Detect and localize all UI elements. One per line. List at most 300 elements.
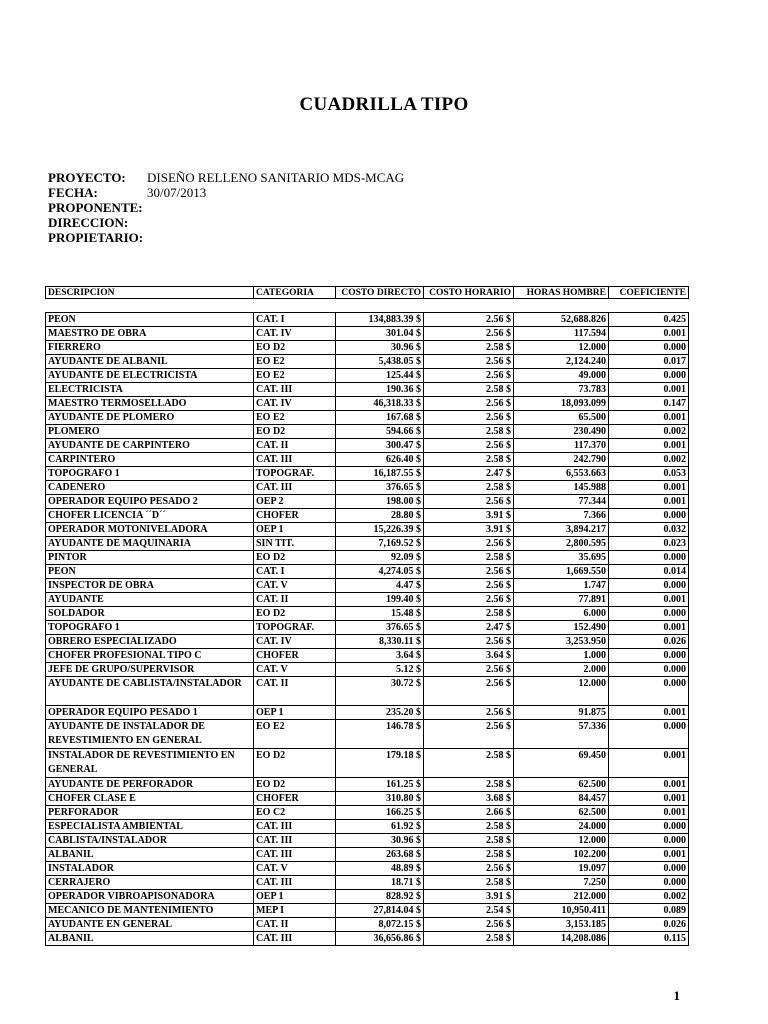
cell-descripcion: JEFE DE GRUPO/SUPERVISOR (46, 663, 254, 677)
cell-descripcion: MAESTRO TERMOSELLADO (46, 397, 254, 411)
table-row (46, 720, 689, 749)
cell-horas-hombre: 69.450 (514, 749, 609, 778)
meta-value: 30/07/2013 (147, 185, 207, 200)
table-row (46, 876, 689, 890)
cell-coeficiente: 0.001 (609, 383, 689, 397)
cell-descripcion: ESPECIALISTA AMBIENTAL (46, 820, 254, 834)
cell-descripcion: SOLDADOR (46, 607, 254, 621)
table-row (46, 341, 689, 355)
cell-horas-hombre: 230.490 (514, 425, 609, 439)
cell-costo-directo: 92.09 $ (336, 551, 424, 565)
cell-descripcion: AYUDANTE DE PERFORADOR (46, 778, 254, 792)
cell-coeficiente: 0.001 (609, 778, 689, 792)
table-row (46, 820, 689, 834)
cell-descripcion: INSPECTOR DE OBRA (46, 579, 254, 593)
cell-categoria: CAT. I (254, 313, 336, 327)
cell-categoria: CAT. III (254, 383, 336, 397)
cell-horas-hombre: 212.000 (514, 890, 609, 904)
cell-descripcion: CHOFER PROFESIONAL TIPO C (46, 649, 254, 663)
cell-categoria: CHOFER (254, 649, 336, 663)
cell-costo-directo: 46,318.33 $ (336, 397, 424, 411)
cell-costo-directo: 310.80 $ (336, 792, 424, 806)
table-row (46, 551, 689, 565)
cell-descripcion: AYUDANTE DE CARPINTERO (46, 439, 254, 453)
table-row (46, 481, 689, 495)
cell-categoria: CAT. IV (254, 635, 336, 649)
cell-descripcion: TOPOGRAFO 1 (46, 621, 254, 635)
table-row (46, 862, 689, 876)
cell-costo-directo: 235.20 $ (336, 706, 424, 720)
header-costo-directo: COSTO DIRECTO (336, 287, 424, 299)
cell-horas-hombre: 102.200 (514, 848, 609, 862)
cell-descripcion: MECANICO DE MANTENIMIENTO (46, 904, 254, 918)
cell-horas-hombre: 145.988 (514, 481, 609, 495)
cell-coeficiente: 0.000 (609, 820, 689, 834)
cell-coeficiente: 0.014 (609, 565, 689, 579)
cell-costo-horario: 2.56 $ (424, 397, 514, 411)
cell-costo-horario: 2.58 $ (424, 341, 514, 355)
cell-categoria: CAT. III (254, 834, 336, 848)
meta-label: PROPIETARIO: (48, 230, 144, 245)
table-row (46, 663, 689, 677)
cell-costo-horario: 3.91 $ (424, 509, 514, 523)
cell-coeficiente: 0.000 (609, 649, 689, 663)
cell-costo-directo: 167.68 $ (336, 411, 424, 425)
cell-coeficiente: 0.032 (609, 523, 689, 537)
cell-categoria: SIN TIT. (254, 537, 336, 551)
cell-coeficiente: 0.023 (609, 537, 689, 551)
cell-horas-hombre: 3,153.185 (514, 918, 609, 932)
cell-descripcion: OBRERO ESPECIALIZADO (46, 635, 254, 649)
cell-categoria: EO E2 (254, 355, 336, 369)
cell-costo-horario: 2.58 $ (424, 848, 514, 862)
cell-costo-horario: 2.58 $ (424, 383, 514, 397)
table-row (46, 355, 689, 369)
cell-coeficiente: 0.001 (609, 495, 689, 509)
cell-categoria: CAT. III (254, 876, 336, 890)
cell-coeficiente: 0.000 (609, 551, 689, 565)
cell-categoria: CAT. IV (254, 397, 336, 411)
cell-horas-hombre: 12.000 (514, 677, 609, 706)
cell-costo-directo: 3.64 $ (336, 649, 424, 663)
cell-costo-directo: 161.25 $ (336, 778, 424, 792)
table-row (46, 607, 689, 621)
project-info (48, 170, 404, 245)
header-horas-hombre: HORAS HOMBRE (514, 287, 609, 299)
cell-costo-horario: 2.47 $ (424, 621, 514, 635)
cell-coeficiente: 0.001 (609, 621, 689, 635)
cell-coeficiente: 0.089 (609, 904, 689, 918)
table-row (46, 778, 689, 792)
cell-costo-horario: 2.58 $ (424, 778, 514, 792)
meta-row (48, 170, 404, 185)
table-row (46, 621, 689, 635)
cell-coeficiente: 0.002 (609, 425, 689, 439)
cell-costo-horario: 2.56 $ (424, 495, 514, 509)
cell-horas-hombre: 2,124.240 (514, 355, 609, 369)
table-row (46, 467, 689, 481)
cell-categoria: OEP 2 (254, 495, 336, 509)
cell-horas-hombre: 7.366 (514, 509, 609, 523)
cell-costo-horario: 2.56 $ (424, 327, 514, 341)
cell-coeficiente: 0.001 (609, 439, 689, 453)
cell-costo-horario: 2.56 $ (424, 313, 514, 327)
cell-costo-horario: 2.56 $ (424, 720, 514, 749)
table-row (46, 565, 689, 579)
cell-horas-hombre: 10,950.411 (514, 904, 609, 918)
cell-categoria: EO D2 (254, 607, 336, 621)
cell-categoria: CHOFER (254, 509, 336, 523)
table-row (46, 579, 689, 593)
cell-categoria: EO C2 (254, 806, 336, 820)
cell-descripcion: PEON (46, 565, 254, 579)
cell-costo-directo: 190.36 $ (336, 383, 424, 397)
cell-descripcion: AYUDANTE DE CABLISTA/INSTALADOR (46, 677, 254, 706)
cell-costo-horario: 3.64 $ (424, 649, 514, 663)
cell-categoria: CAT. II (254, 593, 336, 607)
cell-horas-hombre: 77.344 (514, 495, 609, 509)
cell-costo-directo: 8,330.11 $ (336, 635, 424, 649)
cell-costo-horario: 2.58 $ (424, 453, 514, 467)
cell-horas-hombre: 1.747 (514, 579, 609, 593)
cell-descripcion: PERFORADOR (46, 806, 254, 820)
cell-coeficiente: 0.000 (609, 663, 689, 677)
cell-costo-horario: 2.56 $ (424, 579, 514, 593)
cell-coeficiente: 0.001 (609, 411, 689, 425)
cell-horas-hombre: 62.500 (514, 778, 609, 792)
cell-costo-directo: 4,274.05 $ (336, 565, 424, 579)
cell-costo-horario: 2.56 $ (424, 439, 514, 453)
cell-descripcion: CABLISTA/INSTALADOR (46, 834, 254, 848)
cell-horas-hombre: 152.490 (514, 621, 609, 635)
cell-costo-horario: 2.58 $ (424, 481, 514, 495)
cell-coeficiente: 0.001 (609, 327, 689, 341)
meta-label: FECHA: (48, 185, 98, 200)
cell-descripcion: MAESTRO DE OBRA (46, 327, 254, 341)
meta-row (48, 185, 404, 200)
cell-horas-hombre: 19.097 (514, 862, 609, 876)
table-row (46, 792, 689, 806)
cell-descripcion: PLOMERO (46, 425, 254, 439)
cell-descripcion: FIERRERO (46, 341, 254, 355)
cell-descripcion: CERRAJERO (46, 876, 254, 890)
meta-value: DISEÑO RELLENO SANITARIO MDS-MCAG (147, 170, 405, 185)
cell-categoria: CAT. I (254, 565, 336, 579)
cell-categoria: CHOFER (254, 792, 336, 806)
cell-descripcion: AYUDANTE DE ELECTRICISTA (46, 369, 254, 383)
header-costo-horario: COSTO HORARIO (424, 287, 514, 299)
table-row (46, 425, 689, 439)
cell-coeficiente: 0.000 (609, 341, 689, 355)
cell-costo-horario: 2.58 $ (424, 551, 514, 565)
table-row (46, 834, 689, 848)
cell-costo-horario: 2.56 $ (424, 593, 514, 607)
cell-categoria: OEP 1 (254, 890, 336, 904)
table-header (45, 286, 689, 299)
cell-descripcion: AYUDANTE DE INSTALADOR DE REVESTIMIENTO EN GENERAL (46, 720, 254, 749)
cell-costo-directo: 125.44 $ (336, 369, 424, 383)
cell-horas-hombre: 57.336 (514, 720, 609, 749)
cell-coeficiente: 0.053 (609, 467, 689, 481)
cell-horas-hombre: 77.891 (514, 593, 609, 607)
header-descripcion: DESCRIPCION (46, 287, 254, 299)
table-row (46, 327, 689, 341)
cell-costo-directo: 828.92 $ (336, 890, 424, 904)
cell-horas-hombre: 1,669.550 (514, 565, 609, 579)
table-row (46, 453, 689, 467)
cell-descripcion: INSTALADOR DE REVESTIMIENTO EN GENERAL (46, 749, 254, 778)
table-row (46, 369, 689, 383)
cell-categoria: OEP 1 (254, 706, 336, 720)
table-row (46, 904, 689, 918)
cell-costo-horario: 2.56 $ (424, 677, 514, 706)
cell-costo-directo: 300.47 $ (336, 439, 424, 453)
cell-coeficiente: 0.001 (609, 806, 689, 820)
cell-categoria: CAT. III (254, 453, 336, 467)
table-row (46, 749, 689, 778)
cell-coeficiente: 0.000 (609, 834, 689, 848)
cell-costo-directo: 146.78 $ (336, 720, 424, 749)
cell-coeficiente: 0.000 (609, 369, 689, 383)
table-row (46, 593, 689, 607)
cell-costo-directo: 166.25 $ (336, 806, 424, 820)
cell-descripcion: ALBANIL (46, 848, 254, 862)
cell-costo-directo: 4.47 $ (336, 579, 424, 593)
cell-costo-horario: 2.58 $ (424, 834, 514, 848)
cell-costo-directo: 5,438.05 $ (336, 355, 424, 369)
cell-coeficiente: 0.001 (609, 593, 689, 607)
cell-categoria: EO E2 (254, 369, 336, 383)
meta-row (48, 230, 404, 245)
cell-categoria: CAT. III (254, 820, 336, 834)
meta-row (48, 215, 404, 230)
cell-categoria: CAT. III (254, 481, 336, 495)
cell-descripcion: AYUDANTE DE PLOMERO (46, 411, 254, 425)
cell-categoria: TOPOGRAF. (254, 467, 336, 481)
cell-horas-hombre: 62.500 (514, 806, 609, 820)
cell-costo-directo: 134,883.39 $ (336, 313, 424, 327)
cell-coeficiente: 0.000 (609, 876, 689, 890)
cell-categoria: EO E2 (254, 411, 336, 425)
cell-costo-directo: 199.40 $ (336, 593, 424, 607)
cell-horas-hombre: 35.695 (514, 551, 609, 565)
cell-costo-directo: 18.71 $ (336, 876, 424, 890)
cell-costo-directo: 594.66 $ (336, 425, 424, 439)
cell-coeficiente: 0.002 (609, 453, 689, 467)
cell-costo-directo: 16,187.55 $ (336, 467, 424, 481)
cell-costo-directo: 15,226.39 $ (336, 523, 424, 537)
cell-costo-directo: 301.04 $ (336, 327, 424, 341)
cell-coeficiente: 0.000 (609, 720, 689, 749)
table-row (46, 890, 689, 904)
cell-costo-horario: 2.56 $ (424, 565, 514, 579)
cell-horas-hombre: 91.875 (514, 706, 609, 720)
cell-horas-hombre: 1.000 (514, 649, 609, 663)
cell-costo-directo: 376.65 $ (336, 481, 424, 495)
table-row (46, 848, 689, 862)
table-row (46, 918, 689, 932)
table-row (46, 397, 689, 411)
cell-descripcion: OPERADOR VIBROAPISONADORA (46, 890, 254, 904)
cell-coeficiente: 0.147 (609, 397, 689, 411)
cell-coeficiente: 0.000 (609, 509, 689, 523)
cell-categoria: CAT. III (254, 848, 336, 862)
meta-row (48, 200, 404, 215)
cell-categoria: MEP I (254, 904, 336, 918)
cell-coeficiente: 0.000 (609, 677, 689, 706)
cell-costo-directo: 27,814.04 $ (336, 904, 424, 918)
cell-categoria: EO D2 (254, 749, 336, 778)
meta-label: PROPONENTE: (48, 200, 143, 215)
cell-descripcion: CHOFER CLASE E (46, 792, 254, 806)
cell-costo-directo: 36,656.86 $ (336, 932, 424, 946)
cell-horas-hombre: 52,688.826 (514, 313, 609, 327)
cell-costo-horario: 2.58 $ (424, 425, 514, 439)
cell-descripcion: AYUDANTE (46, 593, 254, 607)
cell-horas-hombre: 12.000 (514, 834, 609, 848)
cell-costo-horario: 2.56 $ (424, 862, 514, 876)
cell-costo-directo: 626.40 $ (336, 453, 424, 467)
cell-horas-hombre: 18,093.099 (514, 397, 609, 411)
cell-costo-horario: 2.58 $ (424, 607, 514, 621)
cell-horas-hombre: 2.000 (514, 663, 609, 677)
table-row (46, 313, 689, 327)
cell-descripcion: AYUDANTE DE MAQUINARIA (46, 537, 254, 551)
meta-label: PROYECTO: (48, 170, 126, 185)
cell-coeficiente: 0.000 (609, 579, 689, 593)
cell-costo-directo: 30.96 $ (336, 341, 424, 355)
cell-costo-horario: 2.56 $ (424, 411, 514, 425)
cell-horas-hombre: 12.000 (514, 341, 609, 355)
cell-coeficiente: 0.002 (609, 890, 689, 904)
cell-costo-directo: 28.80 $ (336, 509, 424, 523)
cell-coeficiente: 0.026 (609, 918, 689, 932)
cell-horas-hombre: 242.790 (514, 453, 609, 467)
cell-descripcion: CHOFER LICENCIA ´´D´´ (46, 509, 254, 523)
cell-coeficiente: 0.001 (609, 481, 689, 495)
cell-horas-hombre: 3,253.950 (514, 635, 609, 649)
cell-costo-horario: 2.56 $ (424, 918, 514, 932)
document-title: CUADRILLA TIPO (299, 94, 469, 115)
cell-coeficiente: 0.026 (609, 635, 689, 649)
cell-horas-hombre: 14,208.086 (514, 932, 609, 946)
cell-categoria: OEP 1 (254, 523, 336, 537)
cell-categoria: CAT. V (254, 663, 336, 677)
cell-descripcion: AYUDANTE DE ALBANIL (46, 355, 254, 369)
cell-costo-directo: 7,169.52 $ (336, 537, 424, 551)
cell-descripcion: OPERADOR EQUIPO PESADO 2 (46, 495, 254, 509)
cell-costo-directo: 198.00 $ (336, 495, 424, 509)
cell-costo-directo: 61.92 $ (336, 820, 424, 834)
crew-table (45, 312, 689, 946)
cell-costo-horario: 2.56 $ (424, 663, 514, 677)
cell-costo-horario: 2.58 $ (424, 932, 514, 946)
cell-horas-hombre: 65.500 (514, 411, 609, 425)
cell-descripcion: AYUDANTE EN GENERAL (46, 918, 254, 932)
cell-descripcion: CADENERO (46, 481, 254, 495)
table-row (46, 635, 689, 649)
cell-coeficiente: 0.000 (609, 862, 689, 876)
cell-costo-directo: 8,072.15 $ (336, 918, 424, 932)
cell-coeficiente: 0.001 (609, 848, 689, 862)
cell-horas-hombre: 84.457 (514, 792, 609, 806)
cell-costo-horario: 2.56 $ (424, 369, 514, 383)
cell-costo-directo: 15.48 $ (336, 607, 424, 621)
cell-horas-hombre: 49.000 (514, 369, 609, 383)
table-row (46, 411, 689, 425)
cell-costo-directo: 179.18 $ (336, 749, 424, 778)
cell-coeficiente: 0.001 (609, 792, 689, 806)
table-row (46, 806, 689, 820)
cell-coeficiente: 0.017 (609, 355, 689, 369)
cell-categoria: CAT. V (254, 579, 336, 593)
cell-horas-hombre: 117.370 (514, 439, 609, 453)
cell-coeficiente: 0.000 (609, 607, 689, 621)
cell-horas-hombre: 6.000 (514, 607, 609, 621)
cell-descripcion: PINTOR (46, 551, 254, 565)
cell-categoria: CAT. II (254, 918, 336, 932)
cell-descripcion: ALBANIL (46, 932, 254, 946)
table-row (46, 495, 689, 509)
cell-descripcion: OPERADOR EQUIPO PESADO 1 (46, 706, 254, 720)
cell-horas-hombre: 24.000 (514, 820, 609, 834)
cell-coeficiente: 0.425 (609, 313, 689, 327)
cell-descripcion: INSTALADOR (46, 862, 254, 876)
cell-costo-horario: 2.56 $ (424, 706, 514, 720)
cell-costo-horario: 3.91 $ (424, 523, 514, 537)
cell-categoria: CAT. V (254, 862, 336, 876)
cell-costo-horario: 2.56 $ (424, 355, 514, 369)
cell-descripcion: CARPINTERO (46, 453, 254, 467)
cell-costo-directo: 376.65 $ (336, 621, 424, 635)
table-row (46, 649, 689, 663)
table-row (46, 383, 689, 397)
cell-categoria: CAT. III (254, 932, 336, 946)
cell-categoria: EO E2 (254, 720, 336, 749)
cell-horas-hombre: 6,553.663 (514, 467, 609, 481)
cell-horas-hombre: 2,800.595 (514, 537, 609, 551)
cell-coeficiente: 0.001 (609, 749, 689, 778)
cell-costo-directo: 5.12 $ (336, 663, 424, 677)
cell-costo-horario: 2.56 $ (424, 537, 514, 551)
table-row (46, 509, 689, 523)
cell-categoria: CAT. II (254, 439, 336, 453)
cell-costo-horario: 3.68 $ (424, 792, 514, 806)
cell-categoria: TOPOGRAF. (254, 621, 336, 635)
cell-categoria: EO D2 (254, 778, 336, 792)
page-number: 1 (673, 988, 680, 1003)
cell-costo-horario: 2.66 $ (424, 806, 514, 820)
cell-horas-hombre: 73.783 (514, 383, 609, 397)
cell-descripcion: ELECTRICISTA (46, 383, 254, 397)
cell-costo-directo: 30.72 $ (336, 677, 424, 706)
table-row (46, 537, 689, 551)
cell-horas-hombre: 117.594 (514, 327, 609, 341)
cell-horas-hombre: 7.250 (514, 876, 609, 890)
cell-costo-horario: 3.91 $ (424, 890, 514, 904)
cell-costo-horario: 2.54 $ (424, 904, 514, 918)
table-row (46, 439, 689, 453)
cell-costo-directo: 48.89 $ (336, 862, 424, 876)
table-row (46, 523, 689, 537)
cell-descripcion: OPERADOR MOTONIVELADORA (46, 523, 254, 537)
cell-categoria: EO D2 (254, 551, 336, 565)
cell-horas-hombre: 3,894.217 (514, 523, 609, 537)
cell-coeficiente: 0.001 (609, 706, 689, 720)
cell-costo-horario: 2.56 $ (424, 635, 514, 649)
cell-costo-horario: 2.58 $ (424, 876, 514, 890)
cell-descripcion: PEON (46, 313, 254, 327)
